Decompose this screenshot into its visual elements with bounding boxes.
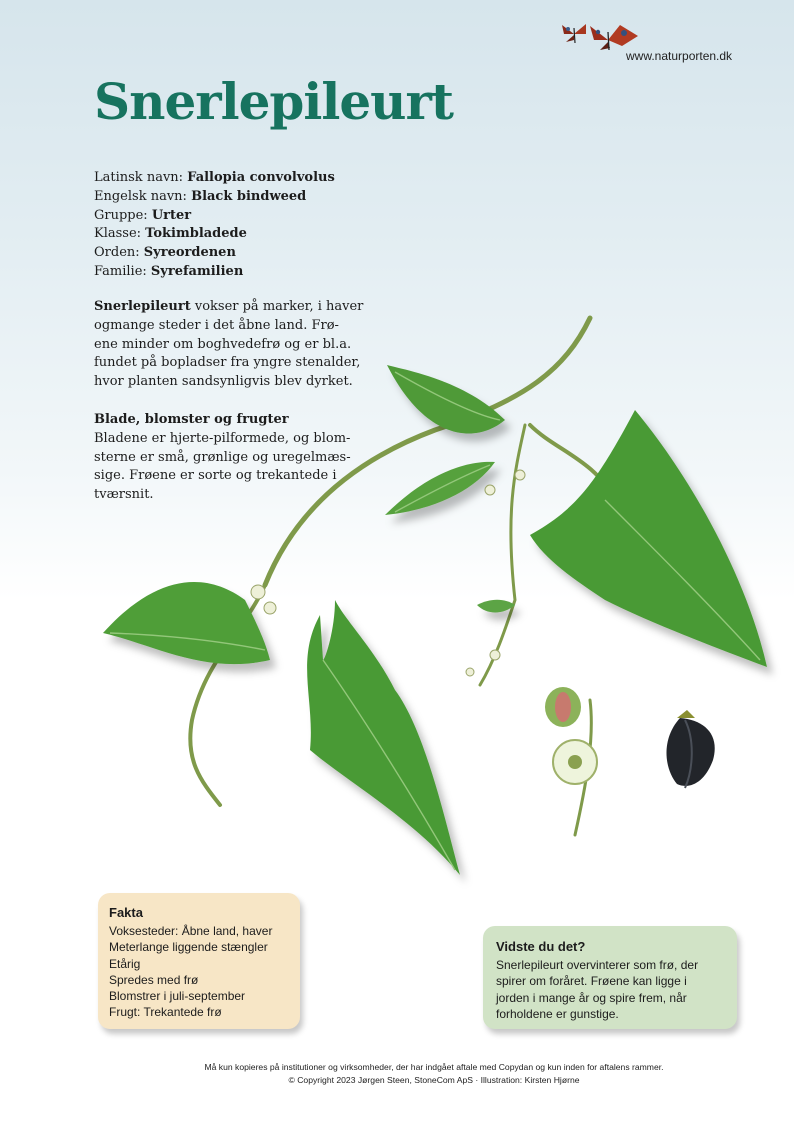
vidste-line: spirer om foråret. Frøene kan ligge i xyxy=(496,974,687,989)
intro-paragraph: Snerlepileurt vokser på marker, i haver ogmange steder i det åbne land. Frø- ene minder om boghvedefrø og er bl.a. fundet på bopladser fra yngre stenalder, hvor planten sandsynligvis blev dyrket. xyxy=(94,299,364,390)
fact-row: Latinsk navn: Fallopia convolvolus xyxy=(94,170,335,185)
footer-license: Må kun kopieres på institutioner og virksomheder, der har indgået aftale med Copydan og kun inden for aftalens rammer. xyxy=(204,1062,664,1072)
footer-copyright: © Copyright 2023 Jørgen Steen, StoneCom ApS · Illustration: Kirsten Hjørne xyxy=(288,1075,580,1085)
list-item: Meterlange liggende stængler xyxy=(109,940,268,955)
butterfly-illustration xyxy=(560,16,646,56)
list-item: Etårig xyxy=(109,956,141,971)
leaf xyxy=(103,582,270,664)
plant-illustration xyxy=(95,300,785,900)
list-item: Spredes med frø xyxy=(109,972,199,987)
fact-row: Gruppe: Urter xyxy=(94,207,192,223)
vidste-du-det-box xyxy=(483,926,737,1029)
leaf xyxy=(477,600,515,613)
leaves-flowers-section: Blade, blomster og frugter Bladene er hjerte-pilformede, og blom- sterne er små, grønlige og uregelmæs- sige. Frøene er sorte og trekantede i tværsnit. xyxy=(94,412,351,503)
page-title: Snerlepileurt xyxy=(94,72,453,131)
butterfly-left xyxy=(562,24,586,43)
leaf xyxy=(307,600,460,875)
fact-row: Klasse: Tokimbladede xyxy=(94,226,247,242)
list-item: Voksesteder: Åbne land, haver xyxy=(109,924,273,939)
fakta-heading: Fakta xyxy=(109,905,143,920)
fact-row: Familie: Syrefamilien xyxy=(94,263,244,279)
copyright-footer xyxy=(0,1061,794,1087)
vidste-line: jorden i mange år og spire frem, når xyxy=(496,990,687,1005)
list-item: Frugt: Trekantede frø xyxy=(109,1005,222,1020)
butterfly-right xyxy=(590,25,638,50)
leaves xyxy=(103,365,767,875)
species-facts xyxy=(94,169,335,282)
vidste-heading: Vidste du det? xyxy=(496,939,586,954)
vidste-line: Snerlepileurt overvinterer som frø, der xyxy=(496,958,699,973)
fact-row: Engelsk navn: Black bindweed xyxy=(94,188,307,204)
flower-clusters xyxy=(251,470,525,676)
vidste-line: forholdene er gunstige. xyxy=(496,1006,619,1021)
site-url[interactable]: www.naturporten.dk xyxy=(626,49,733,63)
seed-detail xyxy=(666,710,714,788)
fakta-box xyxy=(98,893,300,1029)
list-item: Blomstrer i juli-september xyxy=(109,989,246,1004)
section-heading: Blade, blomster og frugter xyxy=(94,412,289,427)
fact-row: Orden: Syreordenen xyxy=(94,245,236,261)
